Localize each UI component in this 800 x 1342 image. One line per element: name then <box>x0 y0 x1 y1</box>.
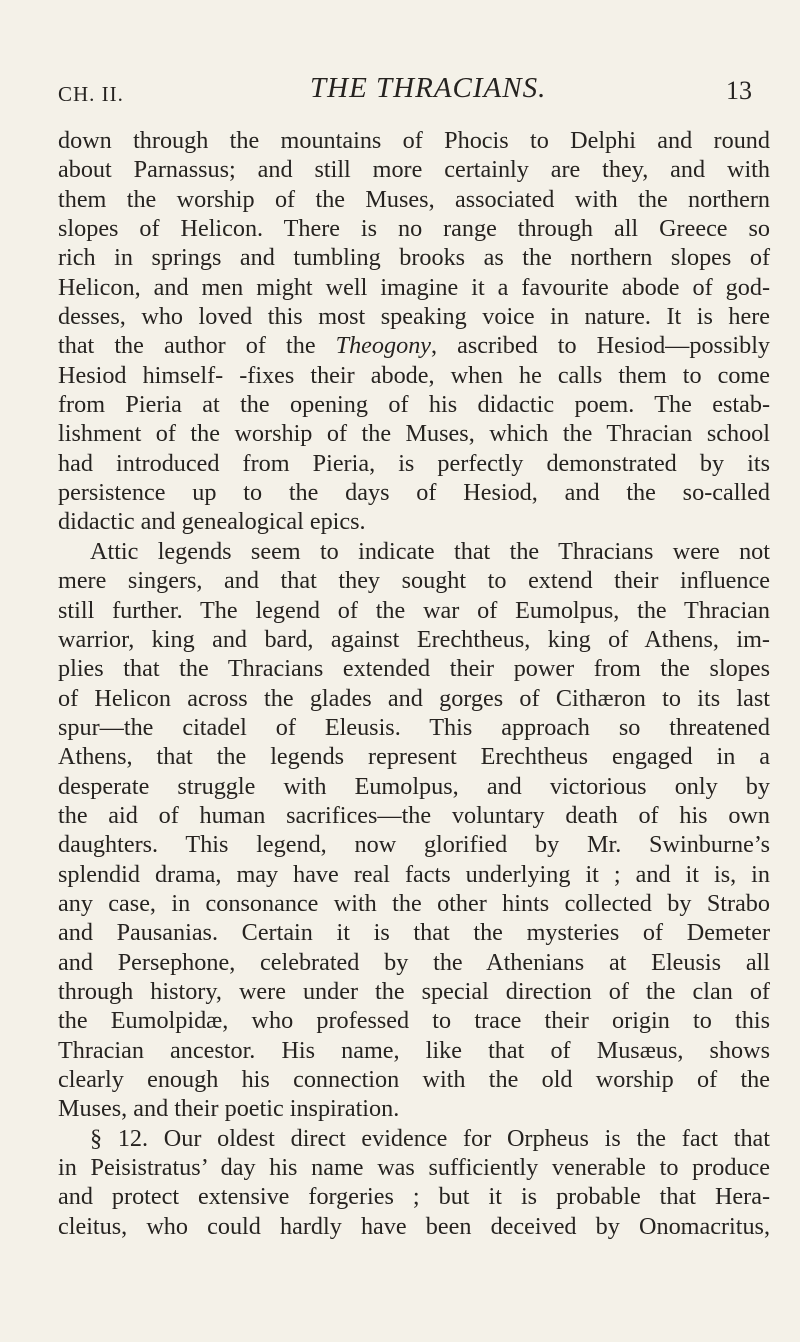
text-line: warrior, king and bard, against Erechtheus, king of Athens, im- <box>58 625 770 653</box>
text-line: rich in springs and tumbling brooks as the northern slopes of <box>58 244 770 272</box>
text-line: down through the mountains of Phocis to Delphi and round <box>58 127 770 154</box>
text-line: had introduced from Pieria, is perfectly demonstrated by its <box>58 449 770 477</box>
text-line: the aid of human sacrifices—the voluntary death of his own <box>58 801 770 829</box>
text-line: clearly enough his connection with the old worship of the <box>58 1066 770 1093</box>
running-header <box>58 70 752 110</box>
text-line: any case, in consonance with the other hints collected by Strabo <box>58 889 770 917</box>
text-line: and Pausanias. Certain it is that the mysteries of Demeter <box>58 919 770 947</box>
text-line: desses, who loved this most speaking voice in nature. It is here <box>58 303 770 331</box>
text-line: and protect extensive forgeries ; but it is probable that Hera- <box>58 1183 770 1211</box>
text-line: through history, were under the special direction of the clan of <box>58 977 770 1005</box>
text-line: from Pieria at the opening of his didactic poem. The estab- <box>58 391 770 419</box>
text-line: the Eumolpidæ, who professed to trace their origin to this <box>58 1007 770 1035</box>
text-line: of Helicon across the glades and gorges of Cithæron to its last <box>58 684 770 712</box>
text-line: § 12. Our oldest direct evidence for Orpheus is the fact that <box>90 1124 770 1152</box>
text-segment: , ascribed to Hesiod—possibly <box>431 332 771 360</box>
page-number: 13 <box>726 76 752 105</box>
text-line: Hesiod himself- -fixes their abode, when he calls them to come <box>58 361 770 389</box>
text-line: cleitus, who could hardly have been deceived by Onomacritus, <box>58 1212 770 1240</box>
text-line: slopes of Helicon. There is no range through all Greece so <box>58 215 770 243</box>
chapter-label: CH. II. <box>58 82 124 106</box>
text-line: spur—the citadel of Eleusis. This approach so threatened <box>58 713 770 741</box>
text-line: Attic legends seem to indicate that the Thracians were not <box>90 537 770 565</box>
text-line: plies that the Thracians extended their power from the slopes <box>58 655 770 683</box>
text-line: mere singers, and that they sought to extend their influence <box>58 567 770 595</box>
text-line: and Persephone, celebrated by the Athenians at Eleusis all <box>58 948 770 976</box>
text-line: still further. The legend of the war of Eumolpus, the Thracian <box>58 596 770 624</box>
text-line: Muses, and their poetic inspiration. <box>58 1095 400 1123</box>
text-line: them the worship of the Muses, associated with the northern <box>58 185 770 213</box>
text-line: lishment of the worship of the Muses, which the Thracian school <box>58 420 770 448</box>
text-line <box>58 331 770 360</box>
text-line: Athens, that the legends represent Erechtheus engaged in a <box>58 743 770 771</box>
text-line: Thracian ancestor. His name, like that of Musæus, shows <box>58 1036 770 1064</box>
text-line: splendid drama, may have real facts underlying it ; and it is, in <box>58 860 770 888</box>
text-line: Helicon, and men might well imagine it a favourite abode of god- <box>58 273 770 301</box>
text-segment: that the author of the <box>58 332 336 360</box>
text-line: persistence up to the days of Hesiod, and the so-called <box>58 479 770 507</box>
text-line: desperate struggle with Eumolpus, and victorious only by <box>58 772 770 800</box>
text-line: in Peisistratus’ day his name was sufficiently venerable to produce <box>58 1154 770 1182</box>
text-line: didactic and genealogical epics. <box>58 508 366 536</box>
body-text <box>58 126 770 1241</box>
text-line: about Parnassus; and still more certainly are they, and with <box>58 156 770 184</box>
italic-title: Theogony <box>335 332 432 360</box>
text-line: daughters. This legend, now glorified by Mr. Swinburne’s <box>58 831 770 859</box>
running-title: THE THRACIANS. <box>310 72 547 104</box>
